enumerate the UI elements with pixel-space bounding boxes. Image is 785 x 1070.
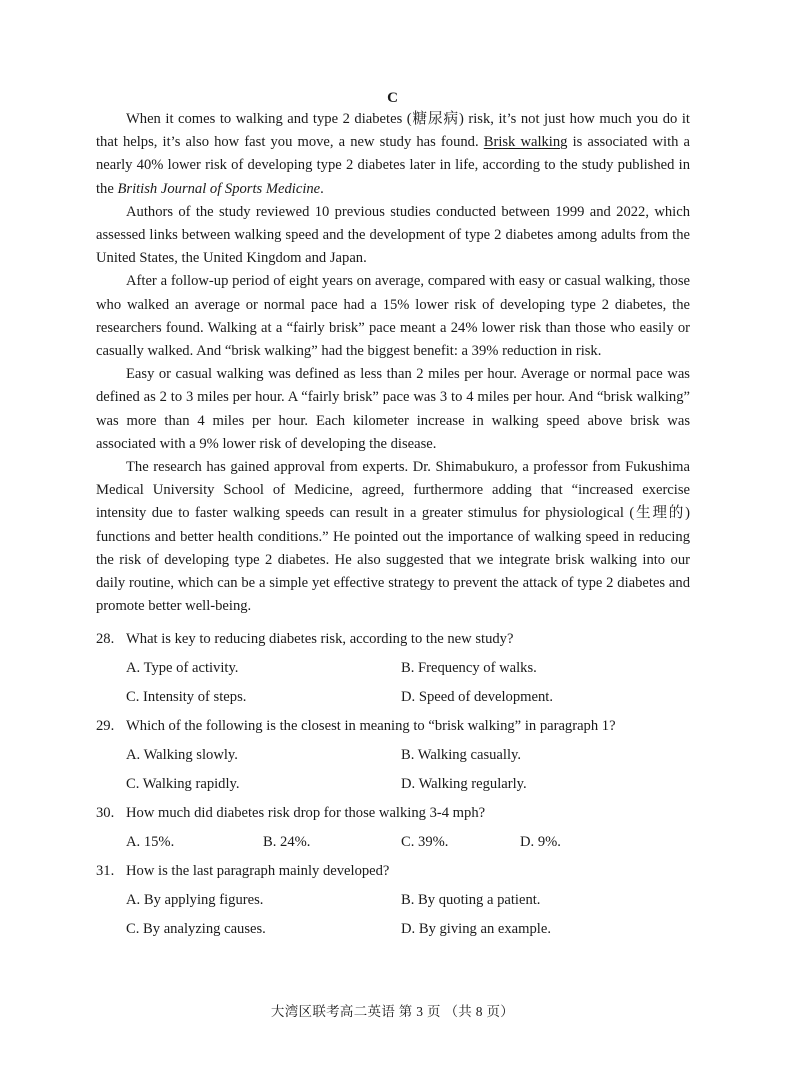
paragraph-4: Easy or casual walking was defined as less than 2 miles per hour. Average or normal pace was defined as 2 to 3 miles per hour. A “fairly brisk” pace was 3 to 4 miles per hour. And “brisk walking” was more than 4 miles per hour. Each kilometer increase in walking speed above brisk was associated with a 9% lower risk of developing the disease.: [96, 366, 690, 452]
option-b[interactable]: B. 24%.: [263, 834, 311, 850]
reading-passage: [96, 108, 690, 618]
option-d[interactable]: D. 9%.: [520, 834, 561, 850]
option-row: [96, 830, 696, 859]
option-a[interactable]: A. 15%.: [126, 834, 175, 850]
option-row: [96, 685, 696, 714]
question-number: 28.: [96, 631, 115, 647]
option-b[interactable]: B. Walking casually.: [401, 747, 522, 763]
underlined-phrase: Brisk walking: [483, 134, 568, 151]
option-c[interactable]: C. Intensity of steps.: [126, 689, 247, 705]
question-text: What is key to reducing diabetes risk, according to the new study?: [126, 631, 514, 647]
question-30: [96, 801, 696, 859]
option-d[interactable]: D. By giving an example.: [401, 921, 551, 937]
paragraph-2: Authors of the study reviewed 10 previous studies conducted between 1999 and 2022, which assessed links between walking speed and the development of type 2 diabetes among adults from the United States, the United Kingdom and Japan.: [96, 203, 690, 267]
question-28: [96, 627, 696, 714]
option-row: [96, 656, 696, 685]
question-list: [96, 627, 696, 946]
question-29: [96, 714, 696, 801]
paragraph-1-text-b: is associated with a nearly 40% lower risk of developing type 2 diabetes later in life, according to the study published in the: [96, 134, 690, 197]
question-number: 31.: [96, 863, 115, 879]
question-stem: [96, 801, 696, 830]
question-text: How much did diabetes risk drop for those walking 3-4 mph?: [126, 805, 486, 821]
paragraph-5: The research has gained approval from experts. Dr. Shimabukuro, a professor from Fukushima Medical University School of Medicine, agreed, furthermore adding that “increased exercise intensity due to faster walking speeds can result in a greater stimulus for physiological (生理的) functions and better health conditions.” He pointed out the importance of walking speed in reducing the risk of developing type 2 diabetes. He also suggested that we integrate brisk walking into our daily routine, which can be a simple yet effective strategy to prevent the attack of type 2 diabetes and promote better well-being.: [96, 459, 690, 615]
option-a[interactable]: A. Type of activity.: [126, 660, 239, 676]
option-row: [96, 743, 696, 772]
option-c[interactable]: C. By analyzing causes.: [126, 921, 266, 937]
option-a[interactable]: A. By applying figures.: [126, 892, 264, 908]
option-d[interactable]: D. Walking regularly.: [401, 776, 527, 792]
option-d[interactable]: D. Speed of development.: [401, 689, 553, 705]
paragraph-1-text-a: When it comes to walking and type 2 diabetes (糖尿病) risk, it’s not just how much you do it that helps, it’s also how fast you move, a new study has found.: [96, 111, 690, 151]
question-number: 30.: [96, 805, 115, 821]
paragraph-3: After a follow-up period of eight years on average, compared with easy or casual walking, those who walked an average or normal pace had a 15% lower risk of developing type 2 diabetes, the researchers found. Walking at a “fairly brisk” pace meant a 24% lower risk than those who easily or casually walked. And “brisk walking” had the biggest benefit: a 39% reduction in risk.: [96, 273, 690, 360]
paragraph-1-text-c: .: [320, 180, 324, 197]
option-row: [96, 917, 696, 946]
question-text: How is the last paragraph mainly developed?: [126, 863, 390, 879]
paragraph-1: [96, 108, 690, 201]
option-c[interactable]: C. 39%.: [401, 834, 449, 850]
journal-title: British Journal of Sports Medicine: [117, 180, 321, 197]
option-row: [96, 772, 696, 801]
option-b[interactable]: B. Frequency of walks.: [401, 660, 537, 676]
question-stem: [96, 859, 696, 888]
question-31: [96, 859, 696, 946]
section-heading: C: [387, 90, 398, 106]
question-number: 29.: [96, 718, 115, 734]
option-a[interactable]: A. Walking slowly.: [126, 747, 238, 763]
option-row: [96, 888, 696, 917]
question-text: Which of the following is the closest in meaning to “brisk walking” in paragraph 1?: [126, 718, 616, 734]
question-stem: [96, 627, 696, 656]
question-stem: [96, 714, 696, 743]
option-b[interactable]: B. By quoting a patient.: [401, 892, 541, 908]
page-footer: 大湾区联考高二英语 第 3 页 （共 8 页）: [270, 1004, 515, 1019]
option-c[interactable]: C. Walking rapidly.: [126, 776, 240, 792]
